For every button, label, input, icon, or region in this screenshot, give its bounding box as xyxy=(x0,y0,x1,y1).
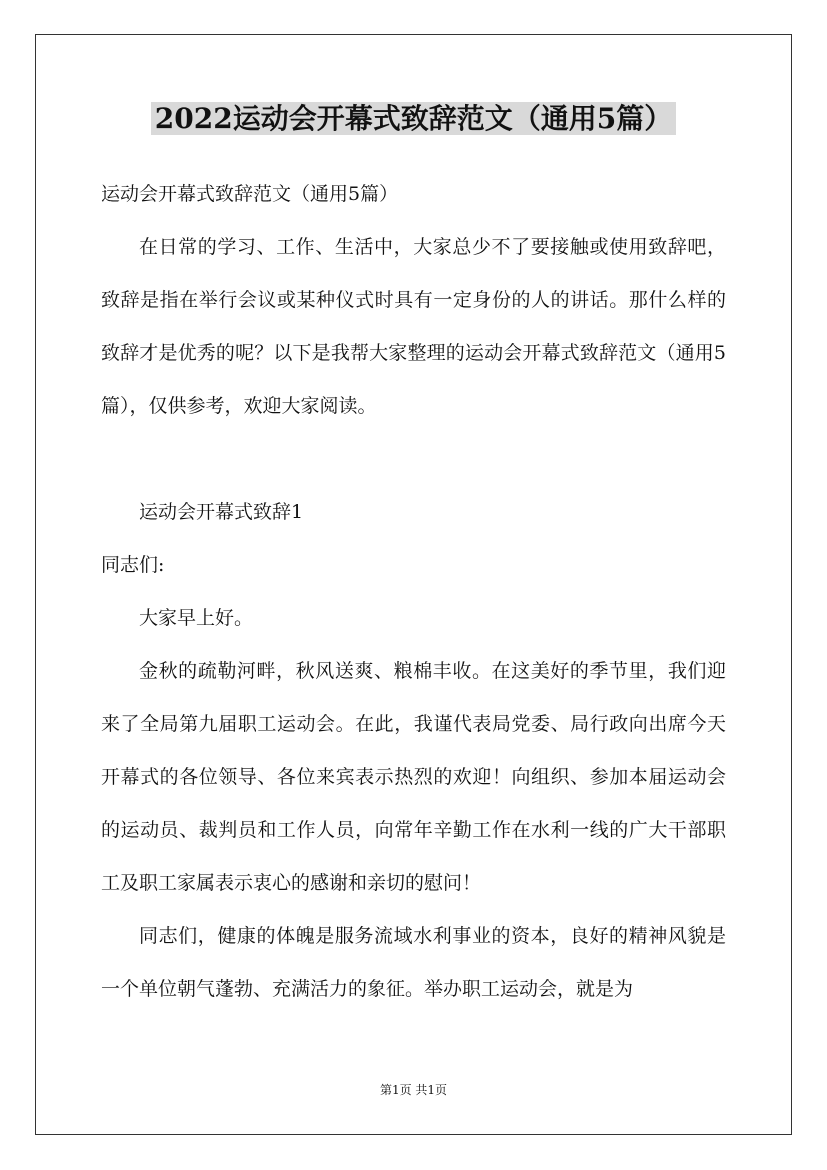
document-title-text: 2022运动会开幕式致辞范文（通用5篇） xyxy=(151,102,676,135)
body-paragraph-2: 同志们，健康的体魄是服务流域水利事业的资本，良好的精神风貌是一个单位朝气蓬勃、充满活力的象征。举办职工运动会，就是为 xyxy=(101,925,726,1000)
subtitle: 运动会开幕式致辞范文（通用5篇） xyxy=(101,183,399,205)
body-paragraph-1: 金秋的疏勒河畔，秋风送爽、粮棉丰收。在这美好的季节里，我们迎来了全局第九届职工运动会。在此，我谨代表局党委、局行政向出席今天开幕式的各位领导、各位来宾表示热烈的欢迎！向组织、参加本届运动会的运动员、裁判员和工作人员，向常年辛勤工作在水利一线的广大干部职工及职工家属表示衷心的感谢和亲切的慰问！ xyxy=(101,660,726,894)
page-footer xyxy=(0,1080,827,1100)
document-title xyxy=(0,95,827,143)
section-heading: 运动会开幕式致辞1 xyxy=(139,501,304,523)
salutation: 同志们: xyxy=(101,554,165,576)
intro-paragraph: 在日常的学习、工作、生活中，大家总少不了要接触或使用致辞吧，致辞是指在举行会议或某种仪式时具有一定身份的人的讲话。那什么样的致辞才是优秀的呢？以下是我帮大家整理的运动会开幕式致辞范文（通用5篇），仅供参考，欢迎大家阅读。 xyxy=(101,236,726,417)
page-number: 第1页 共1页 xyxy=(379,1083,448,1097)
greeting: 大家早上好。 xyxy=(139,607,254,629)
blank-line xyxy=(101,433,726,486)
document-body xyxy=(101,168,726,1016)
